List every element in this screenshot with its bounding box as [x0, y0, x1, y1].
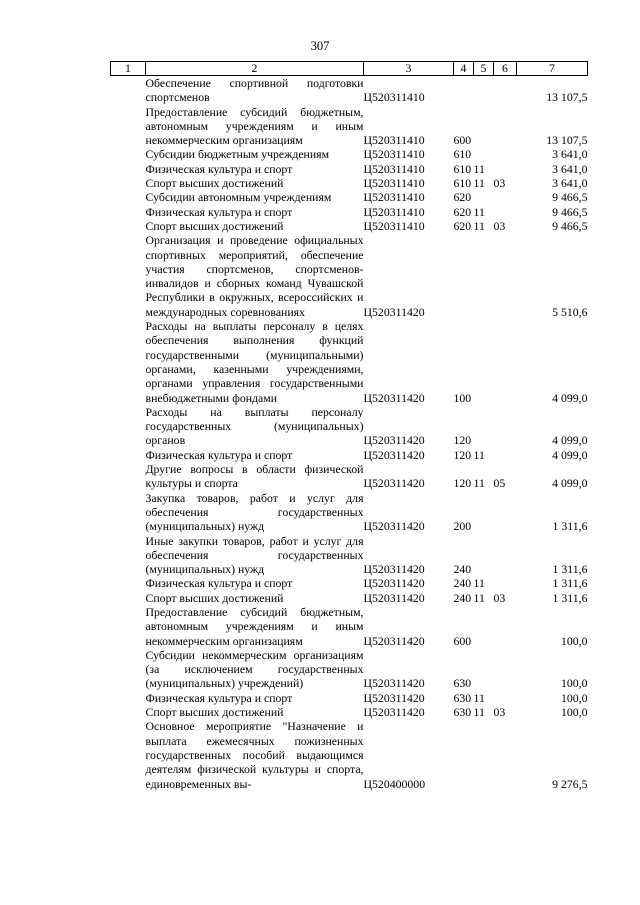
row-name: Обеспечение спортивной подготовки спортсменов [145, 76, 364, 105]
table-row [111, 591, 588, 605]
row-expense-type [454, 719, 474, 790]
row-sum: 1 311,6 [552, 576, 588, 591]
row-section: 11 [473, 161, 485, 176]
row-sum: 9 466,5 [552, 204, 588, 219]
row-blank-cell [111, 105, 146, 148]
row-expense-type: 610 [453, 176, 472, 191]
row-section: 11 [473, 176, 485, 191]
table-row [111, 605, 588, 648]
table-row [111, 105, 588, 148]
header-col-1: 1 [111, 62, 146, 76]
row-blank-cell [111, 462, 146, 491]
row-section [474, 190, 494, 204]
row-name: Спорт высших достижений [145, 590, 284, 605]
header-col-5: 5 [474, 62, 494, 76]
header-col-3: 3 [364, 62, 454, 76]
row-code: Ц520311420 [363, 676, 425, 691]
row-code: Ц520311420 [363, 576, 425, 591]
row-section [474, 491, 494, 534]
row-blank-cell [111, 233, 146, 319]
row-name: Физическая культура и спорт [145, 447, 293, 462]
row-code: Ц520311420 [363, 476, 425, 491]
row-code: Ц520311420 [363, 433, 425, 448]
header-col-4: 4 [454, 62, 474, 76]
row-section: 11 [473, 204, 485, 219]
row-code: Ц520311410 [363, 133, 425, 148]
row-expense-type: 630 [453, 690, 472, 705]
row-subsection [494, 205, 517, 219]
row-subsection [494, 76, 517, 105]
row-code: Ц520311410 [363, 204, 425, 219]
row-sum: 3 641,0 [552, 161, 588, 176]
row-sum: 100,0 [560, 705, 588, 720]
row-sum: 100,0 [560, 633, 588, 648]
row-blank-cell [111, 576, 146, 590]
row-sum: 9 276,5 [552, 776, 588, 791]
header-col-2: 2 [146, 62, 364, 76]
row-expense-type: 240 [453, 590, 472, 605]
row-subsection [494, 648, 517, 691]
table-row [111, 648, 588, 691]
row-section [474, 534, 494, 577]
row-expense-type: 240 [453, 576, 472, 591]
row-code: Ц520311420 [363, 390, 425, 405]
row-name: Организация и проведение официальных спортивных мероприятий, обеспечение участия спортсменов, спортсменов-инвалидов и сборных команд Чувашской Республики в окружных, всероссийских и международных соревнованиях [145, 233, 364, 319]
row-section: 11 [473, 576, 485, 591]
row-section: 11 [473, 690, 485, 705]
row-section [474, 147, 494, 161]
row-code: Ц520311420 [363, 633, 425, 648]
row-expense-type [454, 76, 474, 105]
table-row [111, 190, 588, 204]
row-subsection [494, 190, 517, 204]
row-blank-cell [111, 705, 146, 719]
table-row [111, 705, 588, 719]
row-subsection [494, 534, 517, 577]
row-name: Расходы на выплаты персоналу государственных (муниципальных) органов [145, 404, 364, 448]
row-sum: 9 466,5 [552, 218, 588, 233]
row-section [474, 405, 494, 448]
row-expense-type: 120 [453, 433, 472, 448]
row-code: Ц520311410 [363, 176, 425, 191]
table-row [111, 405, 588, 448]
header-col-6: 6 [494, 62, 517, 76]
row-subsection [494, 691, 517, 705]
row-name: Спорт высших достижений [145, 705, 284, 720]
row-expense-type [454, 233, 474, 319]
row-name: Физическая культура и спорт [145, 161, 293, 176]
row-code: Ц520311410 [363, 190, 425, 205]
row-code: Ц520311410 [363, 161, 425, 176]
row-section [474, 648, 494, 691]
row-expense-type: 100 [453, 390, 472, 405]
row-blank-cell [111, 405, 146, 448]
row-subsection: 03 [493, 176, 506, 191]
row-blank-cell [111, 491, 146, 534]
row-expense-type: 630 [453, 676, 472, 691]
row-sum: 13 107,5 [546, 133, 588, 148]
row-subsection [494, 405, 517, 448]
row-code: Ц520400000 [363, 776, 426, 791]
row-sum: 1 311,6 [552, 590, 588, 605]
row-subsection: 03 [493, 590, 506, 605]
row-expense-type: 120 [453, 447, 472, 462]
table-row [111, 205, 588, 219]
table-row [111, 534, 588, 577]
row-blank-cell [111, 147, 146, 161]
row-name: Физическая культура и спорт [145, 690, 293, 705]
row-sum: 9 466,5 [552, 190, 588, 205]
row-code: Ц520311410 [363, 218, 425, 233]
row-name: Спорт высших достижений [145, 218, 284, 233]
row-blank-cell [111, 176, 146, 190]
row-name: Субсидии автономным учреждениям [145, 190, 332, 205]
row-expense-type: 620 [453, 204, 472, 219]
row-subsection [494, 576, 517, 590]
table-row [111, 462, 588, 491]
row-blank-cell [111, 691, 146, 705]
row-expense-type: 120 [453, 476, 472, 491]
row-section [474, 105, 494, 148]
row-subsection [494, 491, 517, 534]
row-subsection [494, 719, 517, 790]
row-expense-type: 240 [453, 562, 472, 577]
row-expense-type: 620 [453, 218, 472, 233]
row-blank-cell [111, 719, 146, 790]
row-section: 11 [473, 590, 485, 605]
row-section: 11 [473, 476, 485, 491]
row-section [474, 233, 494, 319]
row-blank-cell [111, 534, 146, 577]
row-section [474, 719, 494, 790]
table-row [111, 162, 588, 176]
row-expense-type: 600 [453, 133, 472, 148]
row-sum: 1 311,6 [552, 562, 588, 577]
row-sum: 3 641,0 [552, 147, 588, 162]
row-code: Ц520311420 [363, 447, 425, 462]
row-section: 11 [473, 447, 485, 462]
budget-table [110, 61, 588, 791]
row-code: Ц520311420 [363, 705, 425, 720]
row-section: 11 [473, 218, 485, 233]
table-row [111, 691, 588, 705]
row-subsection [494, 605, 517, 648]
row-expense-type: 600 [453, 633, 472, 648]
row-code: Ц520311410 [363, 147, 425, 162]
table-row [111, 319, 588, 405]
row-blank-cell [111, 648, 146, 691]
table-row [111, 76, 588, 105]
row-sum: 1 311,6 [552, 519, 588, 534]
row-expense-type: 630 [453, 705, 472, 720]
row-name: Закупка товаров, работ и услуг для обеспечения государственных (муниципальных) нужд [145, 490, 364, 534]
row-section: 11 [473, 705, 485, 720]
row-code: Ц520311420 [363, 562, 425, 577]
table-header [111, 62, 588, 76]
row-section [474, 319, 494, 405]
row-name: Физическая культура и спорт [145, 204, 293, 219]
row-sum: 4 099,0 [552, 476, 588, 491]
row-subsection: 03 [493, 705, 506, 720]
row-name: Основное мероприятие "Назначение и выплата ежемесячных пожизненных государственных пособий выдающимся деятелям физической культуры и спорта, единовременных вы- [145, 719, 364, 791]
table-body [111, 76, 588, 791]
row-name: Расходы на выплаты персоналу в целях обеспечения выполнения функций государственными (муниципальными) органами, казенными учреждениями, органами управления государственными внебюджетными фондами [145, 319, 364, 405]
row-code: Ц520311420 [363, 590, 425, 605]
row-name: Субсидии некоммерческим организациям (за исключением государственных (муниципальных) учреждений) [145, 647, 364, 691]
table-row [111, 491, 588, 534]
row-name: Предоставление субсидий бюджетным, автономным учреждениям и иным некоммерческим организациям [145, 604, 364, 648]
row-expense-type: 610 [453, 147, 472, 162]
row-sum: 4 099,0 [552, 447, 588, 462]
row-section [474, 605, 494, 648]
row-name: Предоставление субсидий бюджетным, автономным учреждениям и иным некоммерческим организациям [145, 104, 364, 148]
row-subsection: 05 [493, 476, 506, 491]
row-subsection [494, 162, 517, 176]
row-blank-cell [111, 591, 146, 605]
row-subsection [494, 147, 517, 161]
row-sum: 4 099,0 [552, 433, 588, 448]
table-row [111, 576, 588, 590]
table-row [111, 219, 588, 233]
row-blank-cell [111, 448, 146, 462]
row-blank-cell [111, 205, 146, 219]
row-sum: 4 099,0 [552, 390, 588, 405]
row-name: Иные закупки товаров, работ и услуг для обеспечения государственных (муниципальных) нужд [145, 533, 364, 577]
table-row [111, 719, 588, 790]
page-number: 307 [310, 39, 330, 53]
row-blank-cell [111, 162, 146, 176]
row-blank-cell [111, 76, 146, 105]
row-code: Ц520311420 [363, 519, 425, 534]
row-blank-cell [111, 605, 146, 648]
row-sum: 13 107,5 [546, 90, 588, 105]
row-sum: 3 641,0 [552, 176, 588, 191]
row-section [474, 76, 494, 105]
row-name: Физическая культура и спорт [145, 576, 293, 591]
row-sum: 100,0 [560, 690, 588, 705]
row-blank-cell [111, 219, 146, 233]
row-code: Ц520311420 [363, 690, 425, 705]
row-subsection [494, 233, 517, 319]
row-expense-type: 620 [453, 190, 472, 205]
row-name: Субсидии бюджетным учреждениям [145, 147, 330, 162]
row-expense-type: 610 [453, 161, 472, 176]
table-row [111, 147, 588, 161]
row-subsection [494, 105, 517, 148]
row-blank-cell [111, 190, 146, 204]
row-subsection [494, 319, 517, 405]
table-row [111, 176, 588, 190]
row-blank-cell [111, 319, 146, 405]
row-expense-type: 200 [453, 519, 472, 534]
row-sum: 5 510,6 [552, 304, 588, 319]
table-row [111, 233, 588, 319]
row-name: Спорт высших достижений [145, 176, 284, 191]
row-subsection: 03 [493, 218, 506, 233]
row-code: Ц520311420 [363, 304, 425, 319]
row-sum: 100,0 [560, 676, 588, 691]
header-col-7: 7 [517, 62, 588, 76]
row-code: Ц520311410 [363, 90, 425, 105]
table-row [111, 448, 588, 462]
row-subsection [494, 448, 517, 462]
row-name: Другие вопросы в области физической культуры и спорта [145, 462, 364, 491]
